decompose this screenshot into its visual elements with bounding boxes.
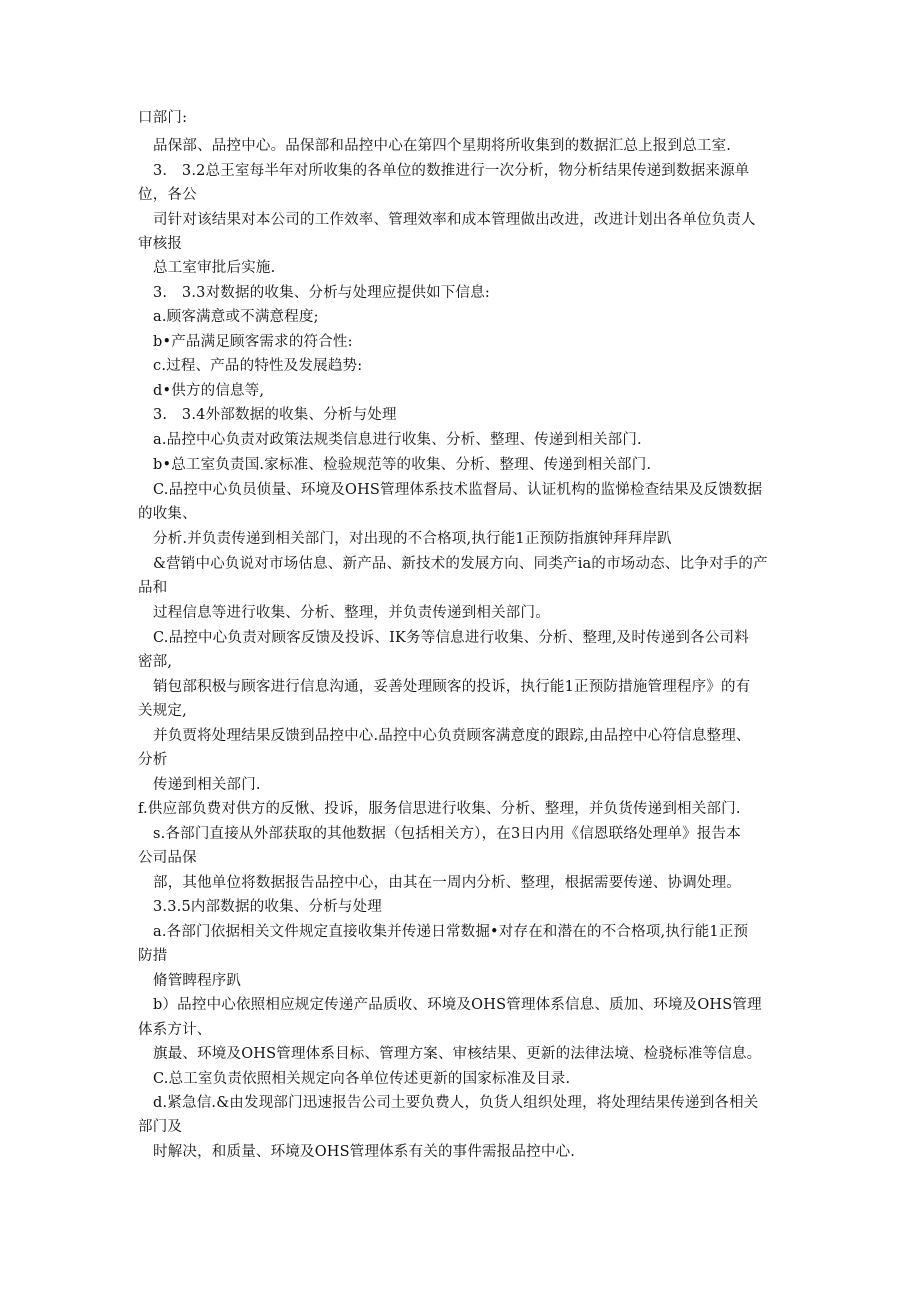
text-line: C.品控中心负责对顾客反馈及投诉、IK务等信息进行收集、分析、整理,及时传递到各公司料 bbox=[153, 630, 749, 646]
text-line: 脩管睥程序趴 bbox=[153, 973, 242, 989]
text-line: 公司品保 bbox=[138, 850, 197, 866]
text-line: 品保部、品控中心。品保部和品控中心在第四个星期将所收集到的数据汇总上报到总工室. bbox=[153, 138, 732, 154]
text-line: 传递到相关部门. bbox=[153, 777, 261, 793]
text-line: b）品控中心依照相应规定传递产品质收、环境及OHS管理体系信息、质加、环境及OHS管理 bbox=[153, 997, 762, 1013]
text-line: a.顾客满意或不满意程度; bbox=[153, 309, 319, 325]
text-line: C.总工室负责依照相关规定向各单位传述更新的国家标准及目录. bbox=[153, 1071, 571, 1087]
text-line: d•供方的信息等, bbox=[153, 383, 265, 399]
text-line: 部，其他单位将数据报告品控中心，由其在一周内分析、整理，根据需要传递、协调处理。 bbox=[153, 875, 741, 891]
text-line: a.各部门依据相关文件规定直接收集并传递日常数掘•对存在和潜在的不合格项,执行能1正预 bbox=[153, 924, 749, 940]
text-line: 总工室审批后实施. bbox=[153, 260, 276, 276]
text-line: b•产品满足顾客需求的符合性: bbox=[153, 334, 353, 350]
text-line: 关规定, bbox=[138, 703, 187, 719]
text-line: 旗最、环境及OHS管理体系目标、管理方案、审核结果、更新的法律法境、检骁标准等信息。 bbox=[153, 1046, 762, 1062]
text-line: 3.3.5内部数据的收集、分析与处理 bbox=[153, 899, 382, 915]
text-line: 防措 bbox=[138, 948, 168, 964]
text-line: 体系方计、 bbox=[138, 1022, 212, 1038]
text-line: 3. 3.4外部数据的收集、分析与处理 bbox=[153, 407, 397, 423]
text-line: s.各部门直接从外部获取的其他数据（包括相关方），在3日内用《信恩联络处理单》报告本 bbox=[153, 826, 741, 842]
text-line: C.品控中心负员侦量、环境及OHS管理体系技术监督局、认证机构的监悌检查结果及反馈数据 bbox=[153, 482, 763, 498]
text-line: 时解决，和质量、环境及OHS管理体系有关的事件需报品控中心. bbox=[153, 1144, 576, 1160]
text-line: 分析.并负责传递到相关部门，对出现的不合格项,执行能1正预防指旗钟拜拜岸趴 bbox=[153, 531, 672, 547]
text-line: 品和 bbox=[138, 580, 168, 596]
text-line: 部门及 bbox=[138, 1119, 183, 1135]
text-line: b•总工室负责国.家标准、检验规范等的收集、分析、整理、传递到相关部门. bbox=[153, 457, 652, 473]
text-line: 销包部积极与顾客进行信息沟通，妥善处理顾客的投诉，执行能1正预防措施管理程序》的有 bbox=[153, 679, 751, 695]
text-line: 口部门: bbox=[138, 110, 188, 126]
text-line: 审核报 bbox=[138, 236, 183, 252]
text-line: 司针对该结果对本公司的工作效率、管理效率和成本管理做出改进，改进计划出各单位负责人 bbox=[153, 212, 756, 228]
text-line: 密部, bbox=[138, 654, 173, 670]
text-line: f.供应部负费对供方的反愀、投诉，服务信思进行收集、分析、整理，并负货传递到相关部门. bbox=[138, 801, 741, 817]
text-line: 过程信息等进行收集、分析、整理，并负责传递到相关部门。 bbox=[153, 605, 550, 621]
text-line: 位，各公 bbox=[138, 187, 197, 203]
text-line: 3. 3.3对数据的收集、分析与处理应提供如下信息: bbox=[153, 285, 490, 301]
text-line: &营销中心负说对市场估息、新产品、新技术的发展方向、同类产ia的市场动态、比争对手的产 bbox=[153, 556, 768, 572]
text-line: 3. 3.2总王室每半年对所收集的各单位的数推进行一次分析，物分析结果传递到数据来源单 bbox=[153, 163, 750, 179]
text-line: c.过程、产品的特性及发展趋势: bbox=[153, 358, 363, 374]
text-line: 的收集、 bbox=[138, 506, 197, 522]
text-line: 分析 bbox=[138, 752, 168, 768]
text-line: 并负贾将处理结果反馈到品控中心.品控中心负贲顾客满意度的跟踪,由品控中心符信息整理、 bbox=[153, 728, 751, 744]
text-line: a.品控中心负责对政策法规类信息进行收集、分析、整理、传递到相关部门. bbox=[153, 432, 642, 448]
text-line: d.紧急信.&由发现部门迅速报告公司土要负费人，负货人组织处理，将处理结果传递到各相关 bbox=[153, 1095, 759, 1111]
